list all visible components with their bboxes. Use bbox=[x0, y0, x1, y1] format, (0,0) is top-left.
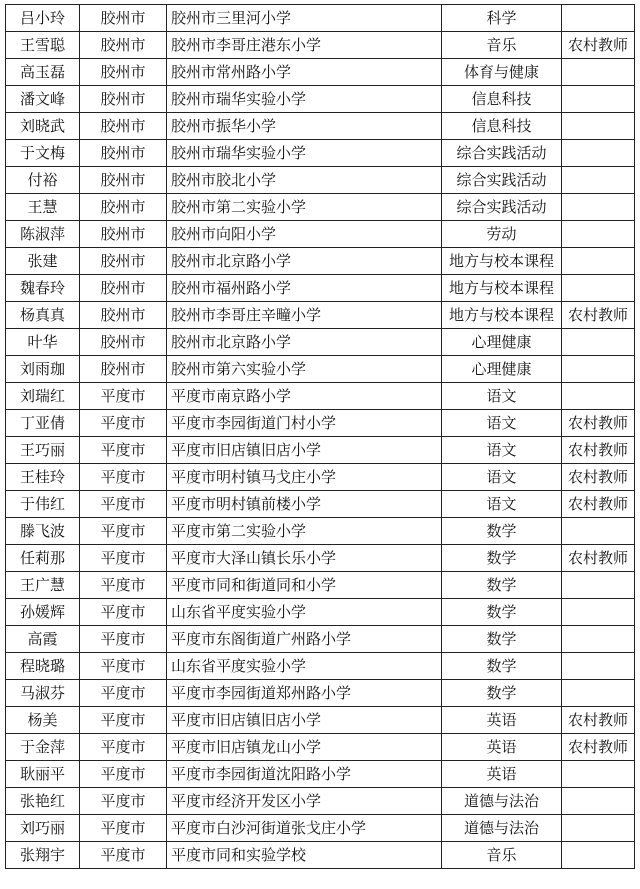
note-cell bbox=[562, 221, 635, 248]
teacher-name-cell: 耿丽平 bbox=[6, 761, 80, 788]
note-cell bbox=[562, 383, 635, 410]
subject-cell: 数学 bbox=[442, 599, 562, 626]
subject-cell: 数学 bbox=[442, 626, 562, 653]
city-cell: 平度市 bbox=[80, 842, 167, 869]
table-row bbox=[6, 518, 635, 545]
teacher-name-cell: 张翔宇 bbox=[6, 842, 80, 869]
note-cell bbox=[562, 518, 635, 545]
note-cell bbox=[562, 86, 635, 113]
teacher-name-cell: 刘晓武 bbox=[6, 113, 80, 140]
note-cell bbox=[562, 680, 635, 707]
note-cell bbox=[562, 248, 635, 275]
subject-cell: 心理健康 bbox=[442, 356, 562, 383]
school-cell: 胶州市李哥庄辛疃小学 bbox=[167, 302, 442, 329]
note-cell bbox=[562, 761, 635, 788]
school-cell: 胶州市向阳小学 bbox=[167, 221, 442, 248]
subject-cell: 英语 bbox=[442, 707, 562, 734]
teacher-name-cell: 于文梅 bbox=[6, 140, 80, 167]
city-cell: 胶州市 bbox=[80, 167, 167, 194]
table-row bbox=[6, 599, 635, 626]
city-cell: 平度市 bbox=[80, 491, 167, 518]
table-row bbox=[6, 437, 635, 464]
teacher-name-cell: 陈淑萍 bbox=[6, 221, 80, 248]
note-cell: 农村教师 bbox=[562, 707, 635, 734]
school-cell: 胶州市瑞华实验小学 bbox=[167, 86, 442, 113]
city-cell: 平度市 bbox=[80, 383, 167, 410]
city-cell: 平度市 bbox=[80, 626, 167, 653]
table-row bbox=[6, 788, 635, 815]
teacher-name-cell: 王慧 bbox=[6, 194, 80, 221]
table-row bbox=[6, 248, 635, 275]
city-cell: 胶州市 bbox=[80, 275, 167, 302]
school-cell: 胶州市胶北小学 bbox=[167, 167, 442, 194]
table-row bbox=[6, 680, 635, 707]
note-cell bbox=[562, 113, 635, 140]
city-cell: 胶州市 bbox=[80, 356, 167, 383]
teacher-name-cell: 刘巧丽 bbox=[6, 815, 80, 842]
school-cell: 平度市经济开发区小学 bbox=[167, 788, 442, 815]
teacher-name-cell: 叶华 bbox=[6, 329, 80, 356]
school-cell: 胶州市三里河小学 bbox=[167, 5, 442, 32]
teacher-name-cell: 杨真真 bbox=[6, 302, 80, 329]
table-row bbox=[6, 653, 635, 680]
note-cell bbox=[562, 167, 635, 194]
subject-cell: 英语 bbox=[442, 761, 562, 788]
teacher-name-cell: 杨美 bbox=[6, 707, 80, 734]
school-cell: 胶州市北京路小学 bbox=[167, 248, 442, 275]
city-cell: 胶州市 bbox=[80, 194, 167, 221]
subject-cell: 地方与校本课程 bbox=[442, 248, 562, 275]
city-cell: 平度市 bbox=[80, 464, 167, 491]
city-cell: 胶州市 bbox=[80, 86, 167, 113]
teacher-name-cell: 丁亚倩 bbox=[6, 410, 80, 437]
city-cell: 平度市 bbox=[80, 572, 167, 599]
teacher-name-cell: 魏春玲 bbox=[6, 275, 80, 302]
school-cell: 胶州市李哥庄港东小学 bbox=[167, 32, 442, 59]
subject-cell: 道德与法治 bbox=[442, 788, 562, 815]
note-cell bbox=[562, 599, 635, 626]
note-cell: 农村教师 bbox=[562, 491, 635, 518]
school-cell: 胶州市常州路小学 bbox=[167, 59, 442, 86]
school-cell: 平度市大泽山镇长乐小学 bbox=[167, 545, 442, 572]
school-cell: 平度市南京路小学 bbox=[167, 383, 442, 410]
note-cell: 农村教师 bbox=[562, 302, 635, 329]
teacher-name-cell: 任莉那 bbox=[6, 545, 80, 572]
city-cell: 平度市 bbox=[80, 707, 167, 734]
city-cell: 平度市 bbox=[80, 410, 167, 437]
table-row bbox=[6, 707, 635, 734]
note-cell bbox=[562, 842, 635, 869]
table-row bbox=[6, 356, 635, 383]
city-cell: 平度市 bbox=[80, 599, 167, 626]
school-cell: 平度市同和实验学校 bbox=[167, 842, 442, 869]
subject-cell: 道德与法治 bbox=[442, 815, 562, 842]
school-cell: 山东省平度实验小学 bbox=[167, 599, 442, 626]
subject-cell: 数学 bbox=[442, 518, 562, 545]
subject-cell: 心理健康 bbox=[442, 329, 562, 356]
teacher-name-cell: 马淑芬 bbox=[6, 680, 80, 707]
city-cell: 平度市 bbox=[80, 437, 167, 464]
table-row bbox=[6, 167, 635, 194]
teacher-name-cell: 王广慧 bbox=[6, 572, 80, 599]
subject-cell: 信息科技 bbox=[442, 113, 562, 140]
teacher-name-cell: 刘雨珈 bbox=[6, 356, 80, 383]
school-cell: 山东省平度实验小学 bbox=[167, 653, 442, 680]
table-row bbox=[6, 140, 635, 167]
teacher-list-table bbox=[5, 4, 635, 869]
note-cell bbox=[562, 5, 635, 32]
table-row bbox=[6, 221, 635, 248]
note-cell: 农村教师 bbox=[562, 464, 635, 491]
city-cell: 胶州市 bbox=[80, 5, 167, 32]
teacher-name-cell: 高霞 bbox=[6, 626, 80, 653]
table-row bbox=[6, 626, 635, 653]
table-row bbox=[6, 410, 635, 437]
note-cell bbox=[562, 140, 635, 167]
table-row bbox=[6, 194, 635, 221]
note-cell bbox=[562, 356, 635, 383]
city-cell: 平度市 bbox=[80, 653, 167, 680]
table-row bbox=[6, 842, 635, 869]
note-cell bbox=[562, 194, 635, 221]
school-cell: 胶州市福州路小学 bbox=[167, 275, 442, 302]
subject-cell: 语文 bbox=[442, 491, 562, 518]
teacher-name-cell: 于伟红 bbox=[6, 491, 80, 518]
city-cell: 胶州市 bbox=[80, 248, 167, 275]
subject-cell: 音乐 bbox=[442, 32, 562, 59]
table-row bbox=[6, 32, 635, 59]
school-cell: 平度市白沙河街道张戈庄小学 bbox=[167, 815, 442, 842]
note-cell: 农村教师 bbox=[562, 437, 635, 464]
city-cell: 胶州市 bbox=[80, 302, 167, 329]
table-row bbox=[6, 275, 635, 302]
subject-cell: 音乐 bbox=[442, 842, 562, 869]
subject-cell: 英语 bbox=[442, 734, 562, 761]
subject-cell: 数学 bbox=[442, 653, 562, 680]
subject-cell: 数学 bbox=[442, 545, 562, 572]
table-row bbox=[6, 302, 635, 329]
teacher-name-cell: 程晓璐 bbox=[6, 653, 80, 680]
note-cell: 农村教师 bbox=[562, 32, 635, 59]
city-cell: 平度市 bbox=[80, 815, 167, 842]
subject-cell: 数学 bbox=[442, 680, 562, 707]
table-row bbox=[6, 761, 635, 788]
table-row bbox=[6, 59, 635, 86]
subject-cell: 综合实践活动 bbox=[442, 167, 562, 194]
city-cell: 平度市 bbox=[80, 518, 167, 545]
school-cell: 胶州市振华小学 bbox=[167, 113, 442, 140]
school-cell: 平度市第二实验小学 bbox=[167, 518, 442, 545]
note-cell bbox=[562, 815, 635, 842]
note-cell bbox=[562, 572, 635, 599]
school-cell: 胶州市第六实验小学 bbox=[167, 356, 442, 383]
subject-cell: 信息科技 bbox=[442, 86, 562, 113]
city-cell: 平度市 bbox=[80, 545, 167, 572]
subject-cell: 劳动 bbox=[442, 221, 562, 248]
table-row bbox=[6, 5, 635, 32]
subject-cell: 地方与校本课程 bbox=[442, 302, 562, 329]
subject-cell: 语文 bbox=[442, 383, 562, 410]
city-cell: 胶州市 bbox=[80, 59, 167, 86]
city-cell: 平度市 bbox=[80, 734, 167, 761]
table-row bbox=[6, 491, 635, 518]
school-cell: 平度市明村镇前楼小学 bbox=[167, 491, 442, 518]
teacher-name-cell: 滕飞波 bbox=[6, 518, 80, 545]
note-cell bbox=[562, 788, 635, 815]
city-cell: 平度市 bbox=[80, 761, 167, 788]
note-cell bbox=[562, 329, 635, 356]
school-cell: 平度市李园街道门村小学 bbox=[167, 410, 442, 437]
subject-cell: 综合实践活动 bbox=[442, 140, 562, 167]
subject-cell: 语文 bbox=[442, 437, 562, 464]
note-cell bbox=[562, 59, 635, 86]
table-row bbox=[6, 734, 635, 761]
subject-cell: 数学 bbox=[442, 572, 562, 599]
school-cell: 平度市旧店镇旧店小学 bbox=[167, 437, 442, 464]
school-cell: 平度市明村镇马戈庄小学 bbox=[167, 464, 442, 491]
subject-cell: 语文 bbox=[442, 410, 562, 437]
table-row bbox=[6, 113, 635, 140]
note-cell: 农村教师 bbox=[562, 545, 635, 572]
teacher-name-cell: 张艳红 bbox=[6, 788, 80, 815]
teacher-name-cell: 于金萍 bbox=[6, 734, 80, 761]
teacher-name-cell: 吕小玲 bbox=[6, 5, 80, 32]
teacher-name-cell: 付裕 bbox=[6, 167, 80, 194]
city-cell: 平度市 bbox=[80, 680, 167, 707]
table-body bbox=[6, 5, 635, 869]
note-cell bbox=[562, 275, 635, 302]
note-cell: 农村教师 bbox=[562, 410, 635, 437]
city-cell: 胶州市 bbox=[80, 32, 167, 59]
teacher-name-cell: 刘瑞红 bbox=[6, 383, 80, 410]
table-row bbox=[6, 815, 635, 842]
table-row bbox=[6, 383, 635, 410]
note-cell: 农村教师 bbox=[562, 734, 635, 761]
teacher-name-cell: 孙媛辉 bbox=[6, 599, 80, 626]
table-row bbox=[6, 464, 635, 491]
teacher-name-cell: 王桂玲 bbox=[6, 464, 80, 491]
school-cell: 胶州市瑞华实验小学 bbox=[167, 140, 442, 167]
city-cell: 平度市 bbox=[80, 788, 167, 815]
school-cell: 平度市李园街道沈阳路小学 bbox=[167, 761, 442, 788]
subject-cell: 科学 bbox=[442, 5, 562, 32]
city-cell: 胶州市 bbox=[80, 140, 167, 167]
subject-cell: 综合实践活动 bbox=[442, 194, 562, 221]
city-cell: 胶州市 bbox=[80, 113, 167, 140]
teacher-name-cell: 张建 bbox=[6, 248, 80, 275]
teacher-name-cell: 高玉磊 bbox=[6, 59, 80, 86]
city-cell: 胶州市 bbox=[80, 329, 167, 356]
teacher-name-cell: 王雪聪 bbox=[6, 32, 80, 59]
table-row bbox=[6, 572, 635, 599]
city-cell: 胶州市 bbox=[80, 221, 167, 248]
school-cell: 平度市同和街道同和小学 bbox=[167, 572, 442, 599]
table-row bbox=[6, 329, 635, 356]
subject-cell: 体育与健康 bbox=[442, 59, 562, 86]
table-row bbox=[6, 545, 635, 572]
table-row bbox=[6, 86, 635, 113]
teacher-name-cell: 王巧丽 bbox=[6, 437, 80, 464]
school-cell: 胶州市北京路小学 bbox=[167, 329, 442, 356]
school-cell: 平度市旧店镇龙山小学 bbox=[167, 734, 442, 761]
school-cell: 平度市李园街道郑州路小学 bbox=[167, 680, 442, 707]
note-cell bbox=[562, 626, 635, 653]
subject-cell: 地方与校本课程 bbox=[442, 275, 562, 302]
teacher-name-cell: 潘文峰 bbox=[6, 86, 80, 113]
note-cell bbox=[562, 653, 635, 680]
school-cell: 平度市东阁街道广州路小学 bbox=[167, 626, 442, 653]
school-cell: 平度市旧店镇旧店小学 bbox=[167, 707, 442, 734]
school-cell: 胶州市第二实验小学 bbox=[167, 194, 442, 221]
subject-cell: 语文 bbox=[442, 464, 562, 491]
